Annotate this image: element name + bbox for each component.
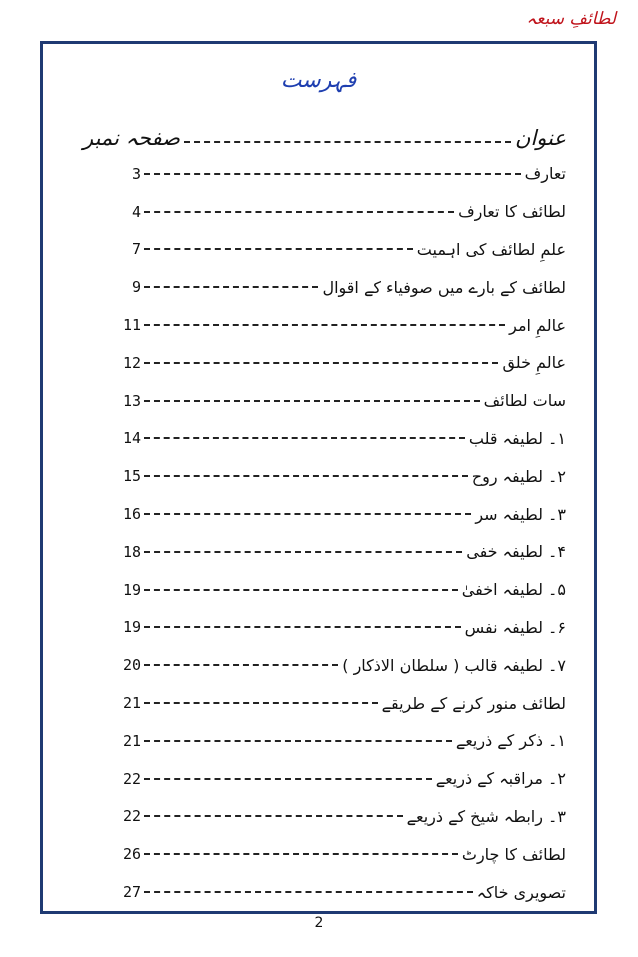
toc-entry-page: 26 bbox=[122, 845, 141, 864]
toc-entry-leader bbox=[144, 853, 458, 855]
toc-entry-page: 15 bbox=[122, 467, 141, 486]
toc-entry-title: سات لطائف bbox=[483, 391, 566, 411]
header-title-label: عنوان bbox=[515, 126, 566, 150]
toc-entry-title: لطائف کا چارٹ bbox=[461, 844, 566, 864]
toc-entry[interactable] bbox=[117, 533, 566, 571]
toc-entry[interactable] bbox=[117, 231, 566, 269]
toc-entry-page: 14 bbox=[122, 429, 141, 448]
toc-entry-leader bbox=[144, 513, 471, 515]
toc-entry[interactable] bbox=[117, 457, 566, 495]
toc-entry-title: عالمِ امر bbox=[509, 315, 566, 335]
toc-entry-title: ۱۔ ذکر کے ذریعے bbox=[455, 731, 566, 751]
toc-entry-title: تعارف bbox=[524, 164, 566, 184]
toc-entry-leader bbox=[144, 589, 458, 591]
toc-entry-leader bbox=[144, 211, 454, 213]
toc-entry[interactable] bbox=[117, 571, 566, 609]
toc-entry-leader bbox=[144, 362, 498, 364]
toc-entry-title: علمِ لطائف کی اہمیت bbox=[416, 239, 566, 259]
toc-entry-page: 12 bbox=[122, 353, 141, 372]
toc-entry-title: ۲۔ لطیفہ روح bbox=[471, 466, 566, 486]
header-leader bbox=[184, 141, 511, 143]
toc-entry-title: ۲۔ مراقبہ کے ذریعے bbox=[435, 769, 566, 789]
toc-entry-leader bbox=[144, 437, 465, 439]
toc-entry-leader bbox=[144, 815, 403, 817]
toc-entry[interactable] bbox=[117, 420, 566, 458]
toc-entry-leader bbox=[144, 475, 468, 477]
toc-entry-page: 11 bbox=[122, 316, 141, 335]
toc-entry-title: عالمِ خلق bbox=[502, 353, 566, 373]
toc-entry-page: 19 bbox=[122, 618, 141, 637]
toc-entry-leader bbox=[144, 664, 338, 666]
toc-entry[interactable] bbox=[117, 344, 566, 382]
toc-entry[interactable] bbox=[117, 684, 566, 722]
toc-entry-page: 22 bbox=[122, 769, 141, 788]
toc-entry-page: 20 bbox=[122, 656, 141, 675]
toc-header-row bbox=[83, 118, 566, 150]
toc-entry-title: لطائف کا تعارف bbox=[458, 202, 566, 222]
toc-entry-title: ۳۔ لطیفہ سر bbox=[475, 504, 566, 524]
toc-entry[interactable] bbox=[117, 495, 566, 533]
toc-entries bbox=[117, 155, 566, 911]
page-frame bbox=[40, 41, 597, 914]
toc-entry[interactable] bbox=[117, 306, 566, 344]
toc-entry-page: 9 bbox=[131, 278, 141, 297]
toc-entry-leader bbox=[144, 778, 432, 780]
toc-entry-leader bbox=[144, 173, 521, 175]
toc-entry-page: 18 bbox=[122, 542, 141, 561]
page-number: 2 bbox=[314, 915, 324, 931]
toc-entry[interactable] bbox=[117, 873, 566, 911]
toc-entry-title: ۱۔ لطیفہ قلب bbox=[468, 428, 566, 448]
toc-entry-page: 22 bbox=[122, 807, 141, 826]
toc-entry[interactable] bbox=[117, 155, 566, 193]
toc-entry-leader bbox=[144, 551, 462, 553]
toc-entry[interactable] bbox=[117, 722, 566, 760]
toc-entry-leader bbox=[144, 324, 505, 326]
toc-entry-leader bbox=[144, 891, 473, 893]
toc-entry-page: 19 bbox=[122, 580, 141, 599]
toc-entry-page: 13 bbox=[122, 391, 141, 410]
header-page-label: صفحہ نمبر bbox=[83, 126, 180, 150]
toc-entry[interactable] bbox=[117, 609, 566, 647]
toc-title: فہرست bbox=[280, 68, 357, 93]
toc-entry-page: 4 bbox=[131, 202, 141, 221]
toc-entry-leader bbox=[144, 248, 413, 250]
toc-entry-title: ۶۔ لطیفہ نفس bbox=[464, 617, 566, 637]
toc-entry-title: ۵۔ لطیفہ اخفیٰ bbox=[461, 580, 566, 600]
toc-entry[interactable] bbox=[117, 382, 566, 420]
toc-entry[interactable] bbox=[117, 835, 566, 873]
toc-entry-leader bbox=[144, 400, 480, 402]
toc-entry-title: لطائف منور کرنے کے طریقے bbox=[381, 693, 566, 713]
running-head: لطائفِ سبعہ bbox=[526, 9, 616, 29]
toc-entry-page: 27 bbox=[122, 883, 141, 902]
toc-entry-title: ۴۔ لطیفہ خفی bbox=[466, 542, 566, 562]
toc-entry-title: لطائف کے بارے میں صوفیاء کے اقوال bbox=[322, 277, 566, 297]
toc-entry-page: 21 bbox=[122, 694, 141, 713]
toc-entry[interactable] bbox=[117, 268, 566, 306]
toc-entry[interactable] bbox=[117, 760, 566, 798]
toc-entry-page: 21 bbox=[122, 731, 141, 750]
toc-entry[interactable] bbox=[117, 798, 566, 836]
toc-entry-leader bbox=[144, 286, 318, 288]
toc-entry-leader bbox=[144, 740, 452, 742]
toc-entry-page: 7 bbox=[131, 240, 141, 259]
toc-entry-page: 3 bbox=[131, 164, 141, 183]
toc-entry-page: 16 bbox=[122, 505, 141, 524]
toc-entry-leader bbox=[144, 702, 378, 704]
toc-entry-title: تصویری خاکہ bbox=[476, 882, 566, 902]
toc-entry[interactable] bbox=[117, 646, 566, 684]
toc-entry[interactable] bbox=[117, 193, 566, 231]
toc-entry-title: ۳۔ رابطہ شیخ کے ذریعے bbox=[406, 806, 566, 826]
toc-entry-title: ۷۔ لطیفہ قالب ( سلطان الاذکار ) bbox=[342, 655, 566, 675]
toc-entry-leader bbox=[144, 626, 461, 628]
